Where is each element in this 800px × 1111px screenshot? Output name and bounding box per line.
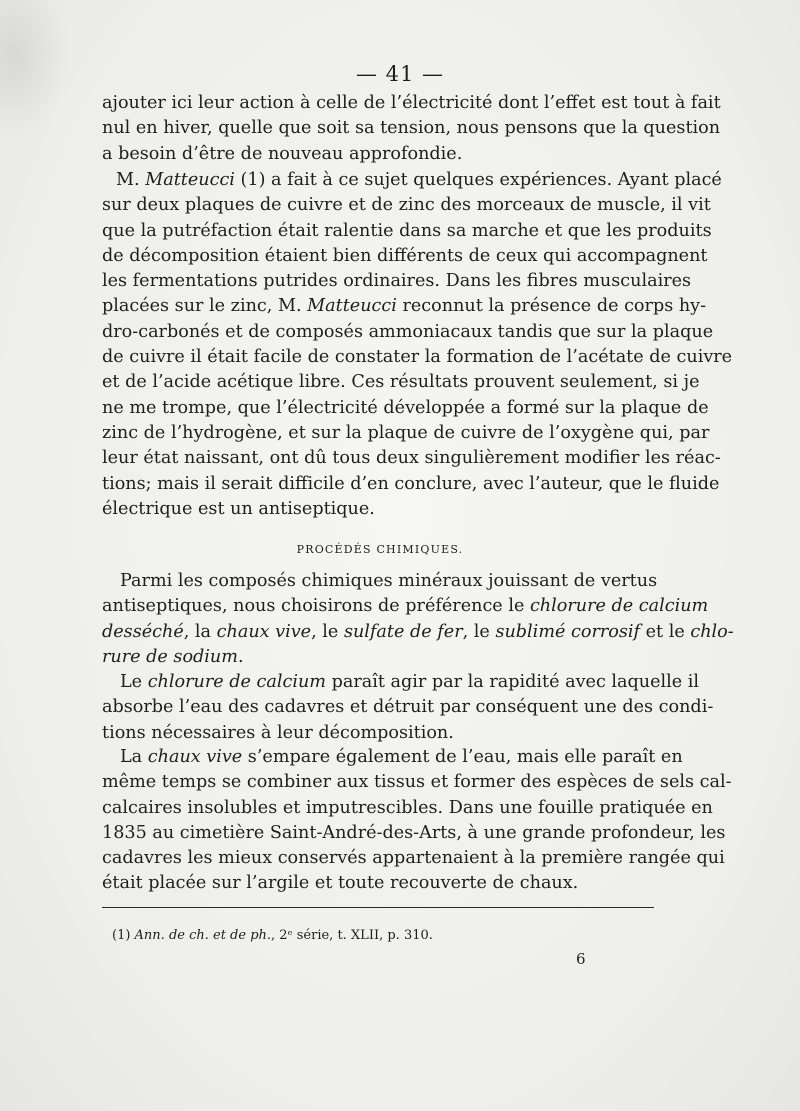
paragraph-chaux — [102, 745, 732, 897]
chemical-name: chlorure de calcium — [147, 672, 326, 692]
chemical-name: sulfate de fer — [343, 621, 463, 642]
paragraph-matteucci — [102, 168, 733, 522]
text-line: tions nécessaires à leur décomposition. — [102, 722, 454, 743]
footnote-text: , 2ᵉ série, t. XLII, p. 310. — [271, 928, 433, 943]
paragraph-chlorure — [102, 670, 714, 746]
text-line — [102, 594, 709, 619]
text-line: calcaires insolubles et imputrescibles. Dans une fouille pratiquée en — [102, 797, 713, 818]
text-line: dro-carbonés et de composés ammoniacaux tandis que sur la plaque — [102, 321, 714, 342]
chemical-name: chlorure de calcium — [529, 596, 709, 617]
text-run: , le — [462, 621, 496, 642]
text-line: que la putréfaction était ralentie dans sa marche et que les produits — [102, 220, 712, 241]
text-line: ne me trompe, que l’électricité développée a formé sur la plaque de — [102, 397, 709, 418]
text-run: , la — [183, 621, 217, 642]
author-name: Matteucci — [307, 296, 397, 317]
text-line: électrique est un antiseptique. — [102, 498, 375, 519]
text-line: 1835 au cimetière Saint-André-des-Arts, à une grande profondeur, les — [102, 822, 726, 843]
text-line — [102, 294, 707, 319]
page-number: — 41 — — [355, 62, 445, 86]
author-name: Matteucci — [145, 170, 235, 190]
paragraph-procedes — [102, 569, 734, 670]
text-run: et le — [640, 621, 691, 642]
text-run: placées sur le zinc, M. — [102, 296, 308, 317]
text-line: zinc de l’hydrogène, et sur la plaque de cuivre de l’oxygène qui, par — [102, 422, 710, 443]
text-line: absorbe l’eau des cadavres et détruit par conséquent une des condi- — [102, 697, 714, 718]
text-line: Parmi les composés chimiques minéraux jouissant de vertus — [120, 571, 658, 591]
text-line: même temps se combiner aux tissus et former des espèces de sels cal- — [102, 772, 732, 793]
chemical-name: chlo- — [690, 621, 734, 642]
text-line: de cuivre il était facile de constater la formation de l’acétate de cuivre — [102, 347, 733, 368]
text-line: ajouter ici leur action à celle de l’électricité dont l’effet est tout à fait — [102, 93, 721, 113]
text-run: M. — [116, 170, 146, 190]
chemical-name: chaux vive — [216, 621, 312, 642]
chemical-name: rure de sodium — [102, 646, 238, 667]
text-line — [102, 670, 700, 695]
text-line: sur deux plaques de cuivre et de zinc des morceaux de muscle, il vit — [102, 195, 711, 216]
text-line — [102, 168, 722, 193]
text-line: de décomposition étaient bien différents de ceux qui accompagnent — [102, 245, 708, 266]
text-run: , le — [311, 621, 344, 642]
footnote-rule — [102, 907, 654, 908]
chemical-name: sublimé corrosif — [495, 621, 641, 642]
text-line: les fermentations putrides ordinaires. Dans les fibres musculaires — [102, 271, 692, 292]
text-run: . — [237, 646, 244, 667]
text-line — [102, 645, 654, 670]
text-line: était placée sur l’argile et toute recouverte de chaux. — [102, 873, 579, 894]
text-run: paraît agir par la rapidité avec laquelle il — [326, 672, 700, 692]
text-run: La — [120, 747, 148, 767]
footnote-marker: (1) — [112, 928, 135, 943]
text-run: s’empare également de l’eau, mais elle paraît en — [242, 747, 683, 767]
signature-mark: 6 — [576, 950, 586, 968]
text-line: tions; mais il serait difficile d’en conclure, avec l’auteur, que le fluide — [102, 473, 720, 494]
text-line: et de l’acide acétique libre. Ces résultats prouvent seulement, si je — [102, 372, 700, 393]
footnote-source: Ann. de ch. et de ph. — [134, 928, 272, 943]
text-line: nul en hiver, quelle que soit sa tension, nous pensons que la question — [102, 118, 721, 139]
text-line — [102, 620, 734, 645]
text-line: a besoin d’être de nouveau approfondie. — [102, 143, 463, 164]
chemical-name: chaux vive — [147, 747, 243, 767]
text-run: reconnut la présence de corps hy- — [396, 296, 707, 317]
text-line — [102, 745, 683, 770]
chemical-name: desséché — [102, 621, 184, 642]
text-run: Le — [120, 672, 148, 692]
section-heading: PROCÉDÉS CHIMIQUES. — [296, 543, 464, 556]
text-line: leur état naissant, ont dû tous deux singulièrement modifier les réac- — [102, 448, 721, 469]
footnote — [112, 928, 433, 943]
text-run: (1) a fait à ce sujet quelques expériences. Ayant placé — [234, 170, 722, 190]
paragraph-continuation — [102, 91, 721, 167]
text-run: antiseptiques, nous choisirons de préférence le — [102, 596, 530, 617]
text-line: cadavres les mieux conservés appartenaient à la première rangée qui — [102, 848, 725, 869]
